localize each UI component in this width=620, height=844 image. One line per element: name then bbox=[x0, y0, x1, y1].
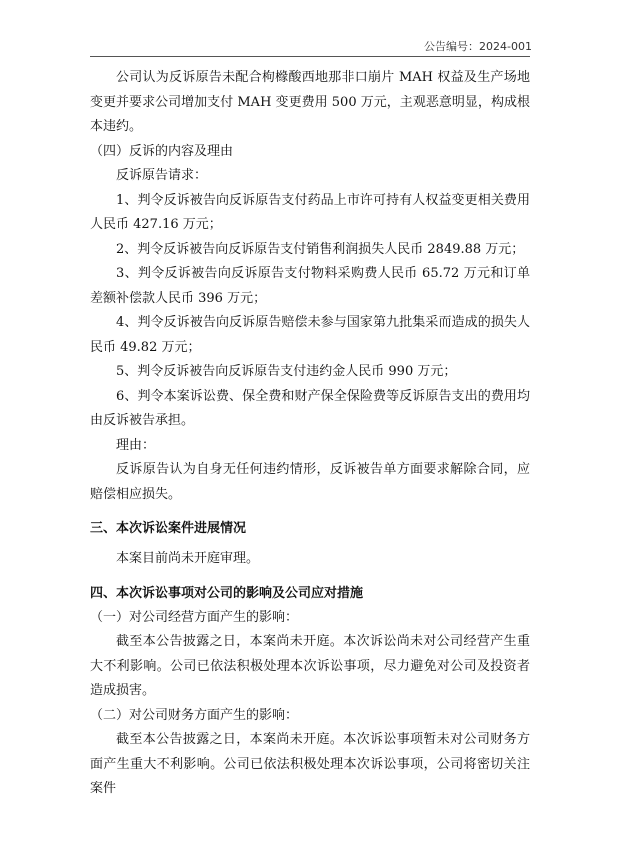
header-divider bbox=[90, 56, 530, 57]
reason-heading: 理由： bbox=[116, 437, 156, 453]
document-body bbox=[90, 66, 530, 802]
claim-item-5: 5、判令反诉被告向反诉原告支付违约金人民币 990 万元； bbox=[116, 364, 457, 379]
paragraph-breach-statement: 公司认为反诉原告未配合枸橼酸西地那非口崩片 MAH 权益及生产场地变更并要求公司增加支付 MAH 变更费用 500 万元，主观恶意明显，构成根本违约。 bbox=[90, 70, 530, 134]
reason-body: 反诉原告认为自身无任何违约情形，反诉被告单方面要求解除合同，应赔偿相应损失。 bbox=[90, 462, 530, 502]
section-4-1-body: 截至本公告披露之日，本案尚未开庭。本次诉讼尚未对公司经营产生重大不利影响。公司已依法积极处理本次诉讼事项，尽力避免对公司及投资者造成损害。 bbox=[90, 634, 530, 698]
claim-item-2: 2、判令反诉被告向反诉原告支付销售利润损失人民币 2849.88 万元； bbox=[116, 241, 525, 257]
announcement-number: 公告编号：2024-001 bbox=[424, 40, 532, 53]
claim-item-4: 4、判令反诉被告向反诉原告赔偿未参与国家第九批集采而造成的损失人民币 49.82 万元； bbox=[90, 315, 530, 355]
section-4-title: 四、本次诉讼事项对公司的影响及公司应对措施 bbox=[90, 585, 364, 601]
subsection-counterclaim-title: （四）反诉的内容及理由 bbox=[90, 143, 234, 159]
section-4-1-title: （一）对公司经营方面产生的影响： bbox=[90, 609, 299, 625]
claim-item-1: 1、判令反诉被告向反诉原告支付药品上市许可持有人权益变更相关费用人民币 427.16 万元； bbox=[90, 192, 530, 232]
section-4-2-title: （二）对公司财务方面产生的影响： bbox=[90, 707, 299, 723]
claims-heading: 反诉原告请求： bbox=[116, 168, 208, 183]
section-3-body: 本案目前尚未开庭审理。 bbox=[116, 551, 260, 566]
claim-item-3: 3、判令反诉被告向反诉原告支付物料采购费人民币 65.72 万元和订单差额补偿款人民币 396 万元； bbox=[90, 266, 530, 306]
section-4-2-body: 截至本公告披露之日，本案尚未开庭。本次诉讼事项暂未对公司财务方面产生重大不利影响。公司已依法积极处理本次诉讼事项，公司将密切关注案件 bbox=[90, 732, 530, 796]
section-3-title: 三、本次诉讼案件进展情况 bbox=[90, 521, 247, 536]
claim-item-6: 6、判令本案诉讼费、保全费和财产保全保险费等反诉原告支出的费用均由反诉被告承担。 bbox=[90, 388, 530, 428]
